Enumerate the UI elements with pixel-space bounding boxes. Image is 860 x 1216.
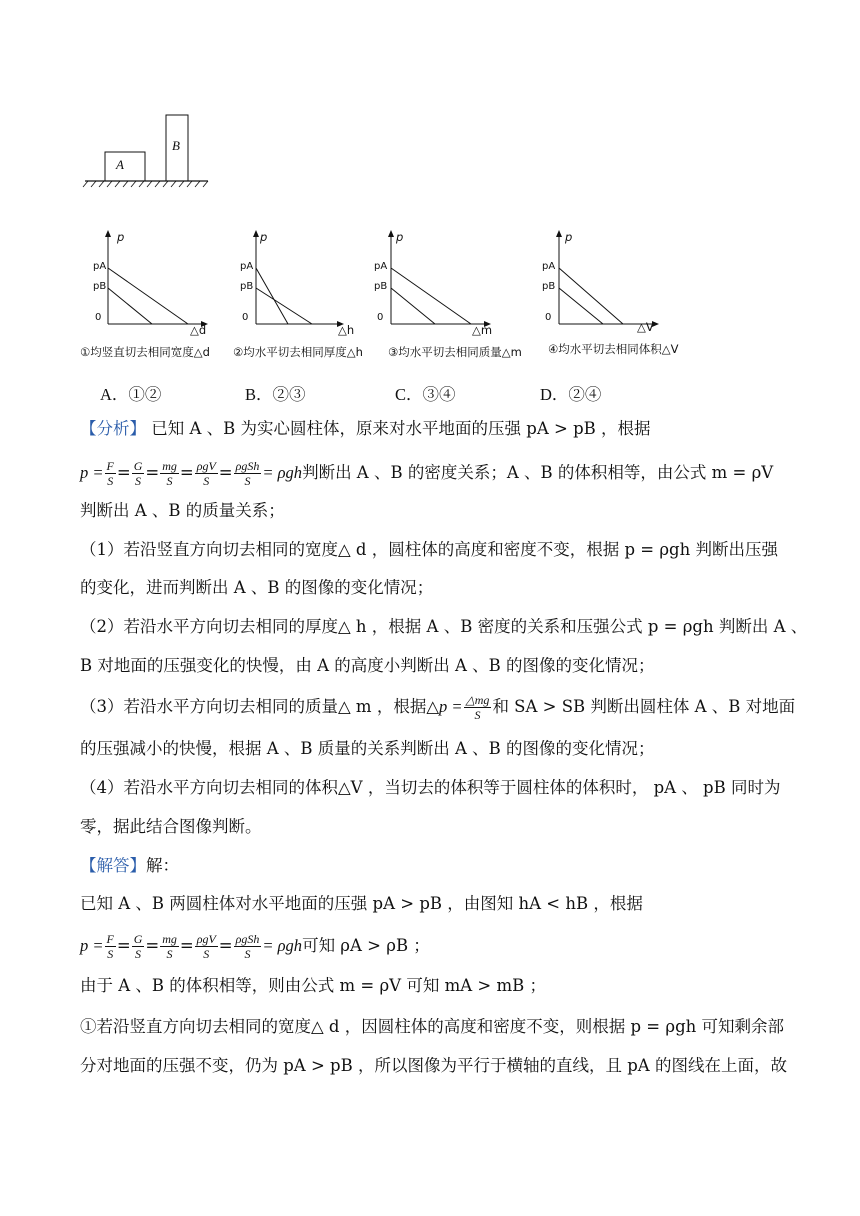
option-d[interactable]: D．②④	[540, 385, 602, 404]
f2-eq-2: =	[145, 936, 160, 955]
graph-3-origin: 0	[377, 312, 384, 323]
block-a-label: A	[116, 157, 124, 172]
answer-line-4: ①若沿竖直方向切去相同的宽度△ d ，因圆柱体的高度和密度不变，则根据 p = ρgh 可知剩余部	[80, 1017, 784, 1036]
graph-3-x-label: △m	[472, 323, 493, 337]
blocks-figure	[80, 110, 215, 190]
graph-4-origin: 0	[545, 312, 552, 323]
f1-frac-3: $\frac{mg}{S}$	[162, 458, 177, 488]
graph-2-line-b	[256, 288, 312, 324]
p3-frac: $\frac{\triangle mg}{S}$	[465, 692, 490, 722]
option-a[interactable]: A．①②	[100, 385, 162, 404]
f1-eq-3: =	[179, 463, 194, 482]
graph-4-caption: ④均水平切去相同体积△V	[548, 342, 679, 356]
answer-heading	[80, 855, 179, 877]
f2-frac-2: $\frac{G}{S}$	[133, 931, 143, 961]
f1-eq-1: =	[116, 463, 131, 482]
analysis-p3b: 的压强减小的快慢，根据 A 、B 质量的关系判断出 A 、B 的图像的变化情况；	[80, 739, 655, 758]
graph-4	[543, 228, 663, 333]
f1-eq-2: =	[145, 463, 160, 482]
graph-1-pb: pB	[93, 281, 107, 292]
answer-line-3: 由于 A 、B 的体积相等，则由公式 m = ρV 可知 mA > mB ；	[80, 976, 546, 995]
graph-4-pb: pB	[542, 281, 556, 292]
f2-eq-1: =	[116, 936, 131, 955]
f2-frac-1: $\frac{F}{S}$	[106, 931, 114, 961]
graph-1-pa: pA	[93, 261, 107, 272]
graph-1	[92, 228, 212, 333]
f1-frac-2: $\frac{G}{S}$	[133, 458, 143, 488]
option-c[interactable]: C．③④	[395, 385, 456, 404]
graph-3-pb: pB	[374, 281, 388, 292]
analysis-p4b: 零，据此结合图像判断。	[80, 817, 262, 836]
analysis-text-2: 判断出 A 、B 的密度关系；A 、B 的体积相等，由公式 m = ρV	[302, 463, 774, 482]
graph-3	[375, 228, 495, 333]
graph-2-x-label: △h	[338, 323, 355, 337]
f2-frac-4: $\frac{\text{ρgV}}{S}$	[196, 931, 216, 961]
answer-tag: 【解答】	[80, 856, 146, 875]
block-b-label: B	[172, 138, 180, 153]
analysis-p4a: （4）若沿水平方向切去相同的体积△V ，当切去的体积等于圆柱体的体积时， pA 、 pB 同时为	[80, 778, 781, 797]
graph-1-line-a	[108, 268, 188, 324]
block-a	[105, 152, 145, 181]
graph-1-x-label: △d	[190, 323, 207, 337]
f2-tail: = ρgh	[262, 936, 303, 955]
graph-4-x-label: △V	[637, 320, 654, 334]
graph-1-caption: ①均竖直切去相同宽度△d	[80, 345, 210, 359]
p3-head: （3）若沿水平方向切去相同的质量△ m ，根据△	[80, 697, 440, 716]
answer-tag-tail: 解：	[146, 856, 179, 875]
graph-3-line-a	[391, 268, 471, 324]
p3-tail: 和 SA > SB 判断出圆柱体 A 、B 对地面	[492, 697, 796, 716]
analysis-p2a: （2）若沿水平方向切去相同的厚度△ h ，根据 A 、B 密度的关系和压强公式 p = ρgh 判断出 A 、	[80, 617, 808, 636]
f1-frac-4: $\frac{\text{ρgV}}{S}$	[196, 458, 216, 488]
graph-4-pa: pA	[542, 261, 556, 272]
graph-1-y-label: p	[117, 230, 125, 244]
analysis-line-3: 判断出 A 、B 的质量关系；	[80, 501, 285, 520]
answer-line-5: 分对地面的压强不变，仍为 pA > pB ，所以图像为平行于横轴的直线，且 pA 的图线在上面，故	[80, 1056, 787, 1075]
f2-eq-3: =	[179, 936, 194, 955]
graph-2-pa: pA	[240, 261, 254, 272]
graph-1-origin: 0	[95, 312, 102, 323]
f1-frac-5: $\frac{\text{ρgSh}}{S}$	[235, 458, 260, 488]
analysis-line-1	[80, 418, 651, 440]
p3-p: p =	[439, 697, 463, 716]
f1-eq-4: =	[218, 463, 233, 482]
answer-formula-line	[80, 929, 430, 963]
graph-4-line-b	[559, 288, 603, 324]
graph-3-pa: pA	[374, 261, 388, 272]
answer-text-2: 可知 ρA > ρB ；	[302, 936, 430, 955]
f1-frac-1: $\frac{F}{S}$	[106, 458, 114, 488]
graph-3-caption: ③均水平切去相同质量△m	[388, 345, 522, 359]
f1-tail: = ρgh	[262, 463, 303, 482]
graph-2-origin: 0	[242, 312, 249, 323]
graph-4-y-label: p	[565, 230, 573, 244]
graph-3-line-b	[391, 288, 435, 324]
f2-p: p =	[80, 936, 104, 955]
f1-p: p =	[80, 463, 104, 482]
option-b[interactable]: B．②③	[245, 385, 306, 404]
answer-line-1: 已知 A 、B 两圆柱体对水平地面的压强 pA > pB ，由图知 hA < hB ，根据	[80, 894, 643, 913]
graph-3-y-label: p	[396, 230, 404, 244]
analysis-p1b: 的变化，进而判断出 A 、B 的图像的变化情况；	[80, 578, 434, 597]
graph-2-y-label: p	[260, 230, 268, 244]
f2-frac-5: $\frac{\text{ρgSh}}{S}$	[235, 931, 260, 961]
f2-eq-4: =	[218, 936, 233, 955]
analysis-text-1: 已知 A 、B 为实心圆柱体，原来对水平地面的压强 pA > pB ，根据	[151, 419, 651, 438]
f2-frac-3: $\frac{mg}{S}$	[162, 931, 177, 961]
graph-2-pb: pB	[240, 281, 254, 292]
graph-1-line-b	[108, 288, 152, 324]
graph-2	[240, 228, 360, 333]
graph-2-line-a	[256, 268, 288, 324]
analysis-formula-line	[80, 456, 773, 490]
analysis-p1a: （1）若沿竖直方向切去相同的宽度△ d ，圆柱体的高度和密度不变，根据 p = ρgh 判断出压强	[80, 540, 778, 559]
analysis-p3a	[80, 690, 795, 724]
analysis-p2b: B 对地面的压强变化的快慢，由 A 的高度小判断出 A 、B 的图像的变化情况；	[80, 656, 655, 675]
analysis-tag: 【分析】	[80, 419, 146, 438]
graph-2-caption: ②均水平切去相同厚度△h	[233, 345, 363, 359]
